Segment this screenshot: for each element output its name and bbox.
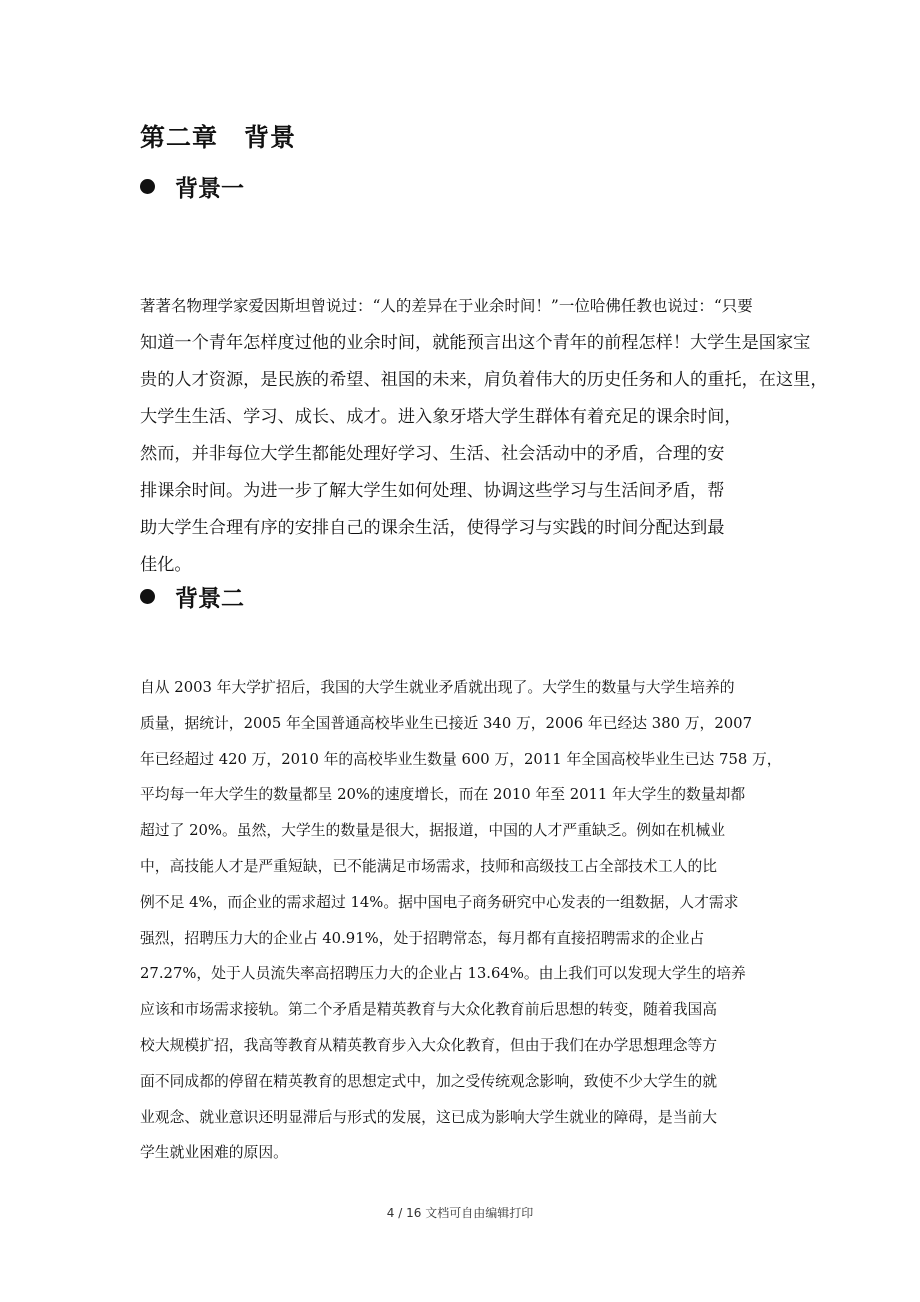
paragraph-line: 中，高技能人才是严重短缺，已不能满足市场需求，技师和高级技工占全部技术工人的比 <box>140 857 718 875</box>
section-heading-background-2 <box>140 580 244 613</box>
paragraph-line: 然而，并非每位大学生都能处理好学习、生活、社会活动中的矛盾，合理的安 <box>140 444 725 464</box>
section-heading-background-1 <box>140 170 244 203</box>
paragraph-line: 校大规模扩招，我高等教育从精英教育步入大众化教育，但由于我们在办学思想理念等方 <box>140 1036 718 1054</box>
paragraph-line: 大学生生活、学习、成长、成才。进入象牙塔大学生群体有着充足的课余时间， <box>140 407 742 427</box>
section-heading-text: 背景一 <box>175 175 244 202</box>
paragraph-line: 知道一个青年怎样度过他的业余时间，就能预言出这个青年的前程怎样！大学生是国家宝 <box>140 333 811 353</box>
paragraph-line: 著著名物理学家爱因斯坦曾说过：“人的差异在于业余时间！”一位哈佛任教也说过：“只要 <box>140 297 753 315</box>
paragraph-line: 质量，据统计，2005 年全国普通高校毕业生已接近 340 万，2006 年已经达 380 万，2007 <box>140 714 752 732</box>
bullet-icon <box>140 589 155 604</box>
paragraph-line: 业观念、就业意识还明显滞后与形式的发展，这已成为影响大学生就业的障碍，是当前大 <box>140 1108 718 1126</box>
chapter-title: 第二章 背景 <box>140 123 297 152</box>
paragraph-line: 排课余时间。为进一步了解大学生如何处理、协调这些学习与生活间矛盾，帮 <box>140 481 725 501</box>
section-heading-text: 背景二 <box>175 585 244 612</box>
paragraph-line: 佳化。 <box>140 555 192 575</box>
page-footer: 4 / 16 文档可自由编辑打印 <box>386 1206 534 1220</box>
paragraph-line: 平均每一年大学生的数量都呈 20%的速度增长，而在 2010 年至 2011 年大学生的数量却都 <box>140 786 746 804</box>
paragraph-line: 超过了 20%。虽然，大学生的数量是很大，据报道，中国的人才严重缺乏。例如在机械业 <box>140 822 726 840</box>
paragraph-line: 自从 2003 年大学扩招后，我国的大学生就业矛盾就出现了。大学生的数量与大学生培养的 <box>140 679 735 696</box>
paragraph-line: 助大学生合理有序的安排自己的课余生活，使得学习与实践的时间分配达到最 <box>140 518 725 538</box>
paragraph-line: 学生就业困难的原因。 <box>140 1144 288 1162</box>
paragraph-background-2 <box>140 670 800 1171</box>
bullet-icon <box>140 179 155 194</box>
paragraph-line: 例不足 4%，而企业的需求超过 14%。据中国电子商务研究中心发表的一组数据，人才需求 <box>140 893 739 911</box>
paragraph-line: 强烈，招聘压力大的企业占 40.91%，处于招聘常态，每月都有直接招聘需求的企业占 <box>140 929 705 947</box>
paragraph-line: 面不同成都的停留在精英教育的思想定式中，加之受传统观念影响，致使不少大学生的就 <box>140 1072 718 1090</box>
paragraph-line: 27.27%，处于人员流失率高招聘压力大的企业占 13.64%。由上我们可以发现大学生的培养 <box>140 965 746 983</box>
paragraph-background-1 <box>140 288 828 584</box>
paragraph-line: 应该和市场需求接轨。第二个矛盾是精英教育与大众化教育前后思想的转变，随着我国高 <box>140 1001 718 1019</box>
paragraph-line: 贵的人才资源，是民族的希望、祖国的未来，肩负着伟大的历史任务和人的重托，在这里， <box>140 370 828 390</box>
paragraph-line: 年已经超过 420 万，2010 年的高校毕业生数量 600 万，2011 年全国高校毕业生已达 758 万， <box>140 750 782 768</box>
